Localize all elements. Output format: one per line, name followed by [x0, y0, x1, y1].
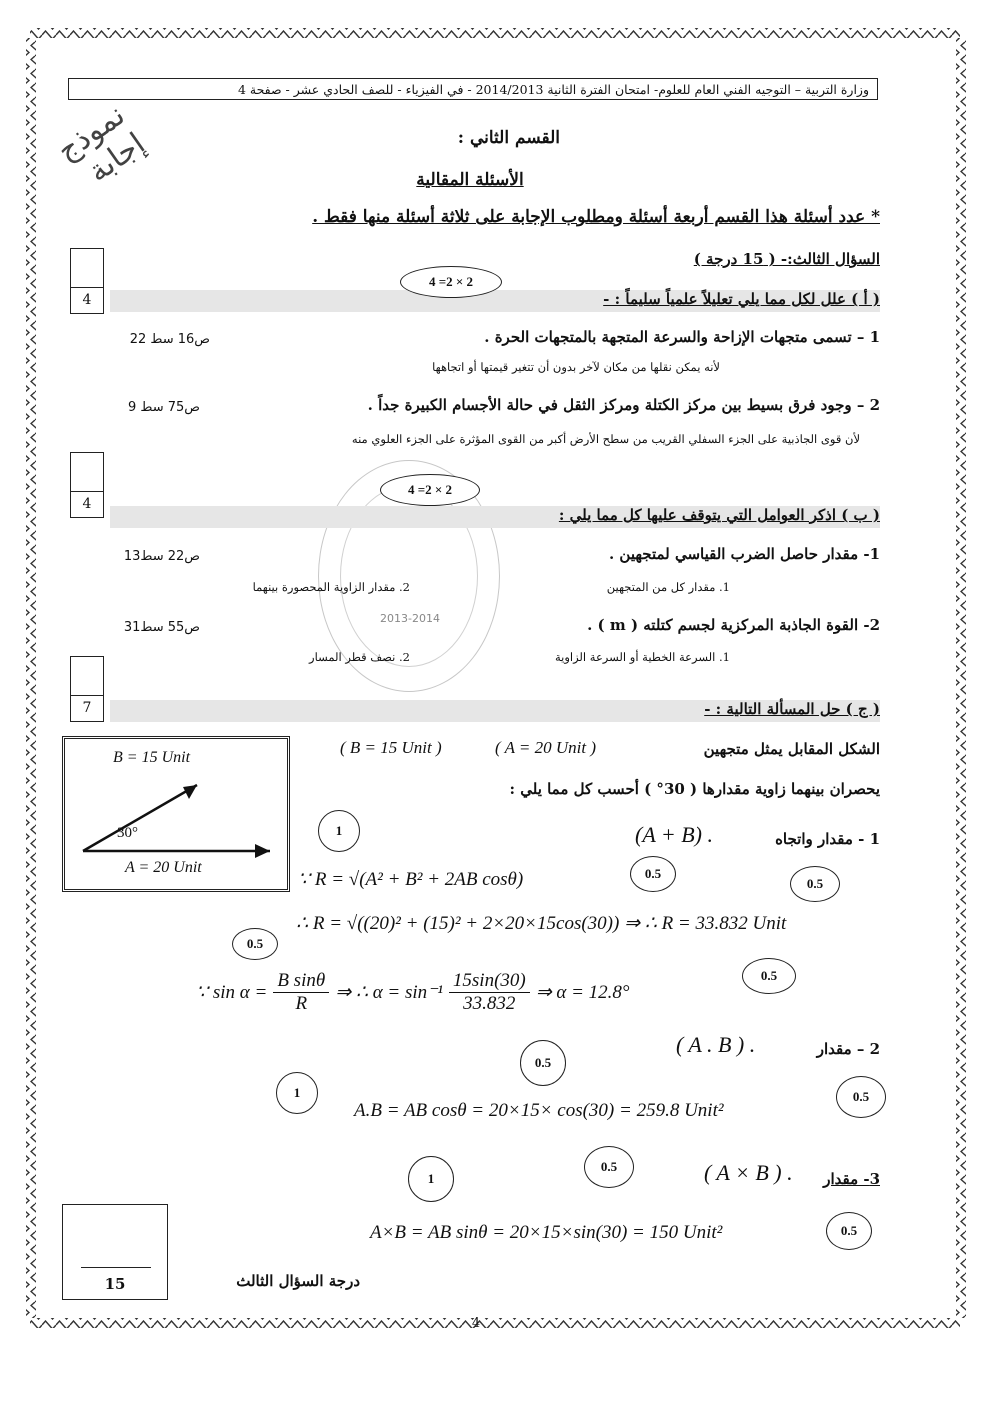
eq3-lhs: ∵ sin α = — [196, 981, 268, 1003]
page-number: 4 — [471, 1316, 481, 1331]
part-c-q3-label: 3- مقدار — [823, 1170, 880, 1188]
question3-title: السؤال الثالث:- ( 15 درجة ) — [693, 250, 880, 268]
part-c-q1-expr: (A + B) . — [635, 822, 713, 847]
eq3-mid: ⇒ ∴ α = sin⁻¹ — [335, 981, 443, 1003]
part-c-q3-expr: ( A × B ) . — [704, 1160, 793, 1185]
part-b-item2-answer1: 1. السرعة الخطية أو السرعة الزاوية — [554, 650, 730, 664]
part-a-title: ( أ ) علل لكل مما يلي تعليلاً علمياً سليماً : - — [603, 290, 880, 308]
part-b-item2-ref: ص55 سط31 — [123, 620, 200, 635]
part-b-item1-answer1: 1. مقدار كل من المتجهين — [606, 580, 730, 594]
bubble-eq1: 0.5 — [630, 856, 676, 892]
part-b-item2: 2- القوة الجاذبة المركزية لجسم كتلته ( m ) . — [587, 616, 880, 634]
part-c-vec-a: ( A = 20 Unit ) — [495, 738, 597, 757]
equation-cross-product: A×B = AB sinθ = 20×15×sin(30) = 150 Unit² — [370, 1222, 723, 1243]
bubble-q3-1: 1 — [408, 1156, 454, 1202]
part-c-line2: يحصران بينهما زاوية مقدارها ( 30° ) أحسب كل مما يلي : — [509, 780, 880, 798]
part-a-bubble: 4 =2 × 2 — [400, 266, 502, 298]
part-c-score-box — [70, 656, 104, 722]
eq3-den1: R — [295, 992, 308, 1014]
eq3-den2: 33.832 — [463, 992, 516, 1014]
part-b-score: 4 — [82, 496, 92, 512]
figure-b-label: B = 15 Unit — [113, 749, 191, 766]
part-a-item2-ref: ص75 سط 9 — [127, 400, 200, 415]
total-score: 15 — [104, 1275, 126, 1293]
stamp-year: 2013-2014 — [380, 612, 440, 625]
exam-header: وزارة التربية – التوجيه الفني العام للعلوم- امتحان الفترة الثانية 2014/2013 - في الفيزياء - للصف الحادي عشر - صفحة 4 — [68, 78, 878, 100]
part-c-vec-b: ( B = 15 Unit ) — [340, 738, 442, 757]
figure-angle-label: 30° — [117, 825, 138, 841]
part-a-item1-ref: ص16 سط 22 — [129, 332, 210, 347]
eq3-num2: 15sin(30) — [449, 970, 530, 993]
figure-a-label: A = 20 Unit — [125, 859, 202, 876]
bubble-q2-3: 0.5 — [836, 1076, 886, 1118]
equation-dot-product: A.B = AB cosθ = 20×15× cos(30) = 259.8 Unit² — [354, 1100, 724, 1121]
bubble-q2-2: 0.5 — [520, 1040, 566, 1086]
equation-r-value: ∴ R = √((20)² + (15)² + 2×20×15cos(30)) ⇒ ∴ R = 33.832 Unit — [296, 913, 787, 934]
part-b-item1-answer2: 2. مقدار الزاوية المحصورة بينهما — [252, 580, 410, 594]
section-instruction: * عدد أسئلة هذا القسم أربعة أسئلة ومطلوب الإجابة على ثلاثة أسئلة منها فقط . — [312, 207, 880, 227]
bubble-q1: 1 — [318, 810, 360, 852]
part-c-q2-expr: ( A . B ) . — [676, 1032, 756, 1057]
part-c-line1: الشكل المقابل يمثل متجهين — [703, 740, 880, 758]
total-score-box — [62, 1204, 168, 1300]
equation-alpha — [196, 962, 630, 1022]
section-title: القسم الثاني : — [457, 128, 560, 148]
bubble-q2-1: 1 — [276, 1072, 318, 1114]
bubble-q3-3: 0.5 — [826, 1212, 872, 1250]
handwritten-answer-model-mark: نموذج إجابة — [50, 97, 152, 190]
part-c-q1-label: 1 - مقدار واتجاه — [775, 830, 880, 848]
total-score-label: درجة السؤال الثالث — [236, 1272, 360, 1290]
part-b-item1-ref: ص22 سط13 — [123, 549, 200, 564]
part-b-bubble: 4 =2 × 2 — [380, 474, 480, 506]
part-a-item1: 1 – تسمى متجهات الإزاحة والسرعة المتجهة بالمتجهات الحرة . — [484, 328, 880, 346]
part-b-item2-answer2: 2. نصف قطر المسار — [309, 650, 410, 664]
part-a-item2-answer: لأن قوى الجاذبية على الجزء السفلي القريب من سطح الأرض أكبر من القوى المؤثرة على الجزء العلوي منه — [351, 432, 860, 446]
part-a-score: 4 — [82, 292, 92, 308]
part-b-score-box — [70, 452, 104, 518]
part-b-item1: 1- مقدار حاصل الضرب القياسي لمتجهين . — [608, 545, 880, 563]
bubble-eq4: 0.5 — [742, 958, 796, 994]
bubble-q3-2: 0.5 — [584, 1146, 634, 1188]
part-b-title: ( ب ) اذكر العوامل التي يتوقف عليها كل مما يلي : — [558, 506, 880, 524]
part-a-item1-answer: لأنه يمكن نقلها من مكان لآخر بدون أن تتغير قيمتها أو اتجاهها — [432, 360, 720, 374]
equation-r-formula: ∵ R = √(A² + B² + 2AB cosθ) — [298, 869, 524, 890]
part-c-title: ( ج ) حل المسألة التالية : - — [704, 700, 880, 718]
part-a-item2: 2 – وجود فرق بسيط بين مركز الكتلة ومركز الثقل في حالة الأجسام الكبيرة جداً . — [367, 396, 880, 414]
part-a-score-box — [70, 248, 104, 314]
bubble-eq2: 0.5 — [790, 866, 840, 902]
eq3-rhs: ⇒ α = 12.8° — [535, 981, 630, 1003]
vector-figure — [62, 736, 290, 892]
eq3-num1: B sinθ — [273, 970, 329, 993]
part-c-score: 7 — [82, 700, 92, 716]
bubble-eq3: 0.5 — [232, 928, 278, 960]
section-subtitle: الأسئلة المقالية — [416, 170, 524, 190]
part-c-q2-label: 2 – مقدار — [816, 1040, 880, 1058]
